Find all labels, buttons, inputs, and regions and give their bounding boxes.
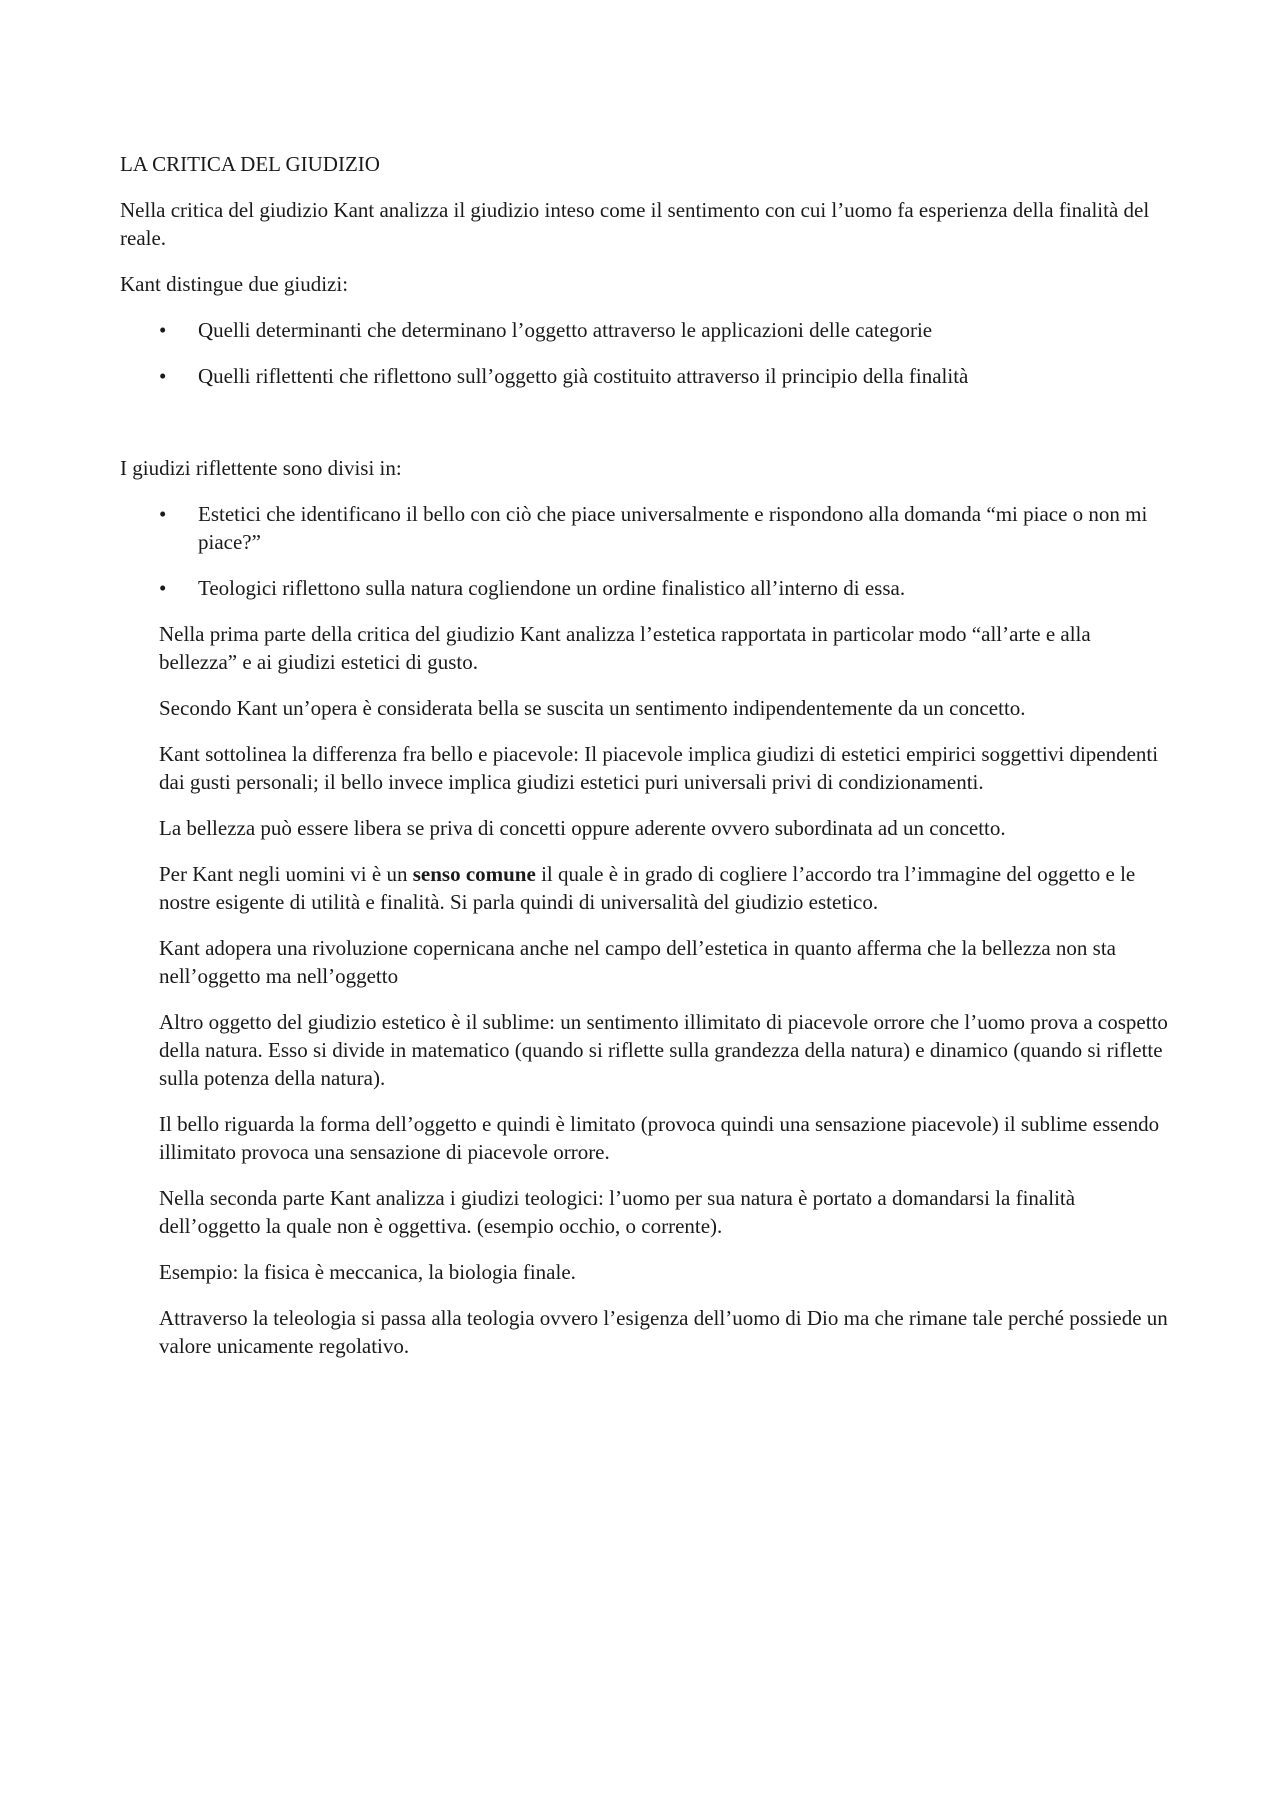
paragraph-teleology: Attraverso la teleologia si passa alla teologia ovvero l’esigenza dell’uomo di Dio ma che rimane tale perché possiede un valore unicamente regolativo. [159, 1306, 1168, 1358]
document-body [120, 150, 1168, 1378]
document-title: LA CRITICA DEL GIUDIZIO [120, 152, 380, 176]
list-item [120, 362, 1158, 390]
paragraph-teleological: Nella seconda parte Kant analizza i giudizi teologici: l’uomo per sua natura è portato a domandarsi la finalità dell’oggetto la quale non è oggettiva. (esempio occhio, o corrente). [159, 1186, 1076, 1238]
bullet-icon: • [159, 364, 167, 388]
intro-paragraph: Nella critica del giudizio Kant analizza il giudizio inteso come il sentimento con cui l’uomo fa esperienza della finalità del reale. [120, 198, 1150, 250]
list-item [120, 500, 1158, 556]
bullet-icon: • [159, 318, 167, 342]
spacer [120, 408, 1160, 454]
distinction-intro: Kant distingue due giudizi: [120, 272, 349, 296]
list-item-text: Quelli determinanti che determinano l’oggetto attraverso le applicazioni delle categorie [198, 318, 933, 342]
list-item-text: Quelli riflettenti che riflettono sull’oggetto già costituito attraverso il principio della finalità [198, 364, 969, 388]
reflecting-intro: I giudizi riflettente sono divisi in: [120, 456, 402, 480]
list-item [120, 574, 1158, 602]
paragraph-free-beauty: La bellezza può essere libera se priva di concetti oppure aderente ovvero subordinata ad un concetto. [159, 816, 1006, 840]
paragraph-copernican-revolution: Kant adopera una rivoluzione copernicana anche nel campo dell’estetica in quanto afferma che la bellezza non sta nell’oggetto ma nell’oggetto [159, 936, 1116, 988]
paragraph-beautiful-vs-pleasant: Kant sottolinea la differenza fra bello e piacevole: Il piacevole implica giudizi di estetici empirici soggettivi dipendenti dai gusti personali; il bello invece implica giudizi estetici puri universali privi di condizionamenti. [159, 742, 1159, 794]
text-run: Per Kant negli uomini vi è un [159, 862, 413, 886]
bullet-icon: • [159, 576, 167, 600]
paragraph-aesthetics: Nella prima parte della critica del giudizio Kant analizza l’estetica rapportata in particolar modo “all’arte e alla bellezza” e ai giudizi estetici di gusto. [159, 622, 1091, 674]
judgment-types-list [120, 316, 1160, 390]
bold-term: senso comune [412, 862, 536, 886]
paragraph-common-sense [159, 860, 1169, 916]
list-item [120, 316, 1158, 344]
paragraph-sublime: Altro oggetto del giudizio estetico è il sublime: un sentimento illimitato di piacevole orrore che l’uomo prova a cospetto della natura. Esso si divide in matematico (quando si riflette sulla grandezza della natura) e dinamico (quando si riflette sulla potenza della natura). [159, 1010, 1168, 1090]
paragraph-example: Esempio: la fisica è meccanica, la biologia finale. [159, 1260, 576, 1284]
paragraph-beautiful-vs-sublime: Il bello riguarda la forma dell’oggetto e quindi è limitato (provoca quindi una sensazione piacevole) il sublime essendo illimitato provoca una sensazione di piacevole orrore. [159, 1112, 1160, 1164]
reflecting-types-list [120, 500, 1160, 602]
text-run: il quale è in grado di cogliere l’accordo tra l’immagine del oggetto e le nostre esigente di utilità e finalità. Si parla quindi di universalità del giudizio estetico. [159, 862, 1136, 914]
list-item-text: Teologici riflettono sulla natura cogliendone un ordine finalistico all’interno di essa. [198, 576, 906, 600]
list-item-text: Estetici che identificano il bello con ciò che piace universalmente e rispondono alla domanda “mi piace o non mi piace?” [198, 502, 1148, 554]
paragraph-beauty: Secondo Kant un’opera è considerata bella se suscita un sentimento indipendentemente da un concetto. [159, 696, 1026, 720]
bullet-icon: • [159, 502, 167, 526]
